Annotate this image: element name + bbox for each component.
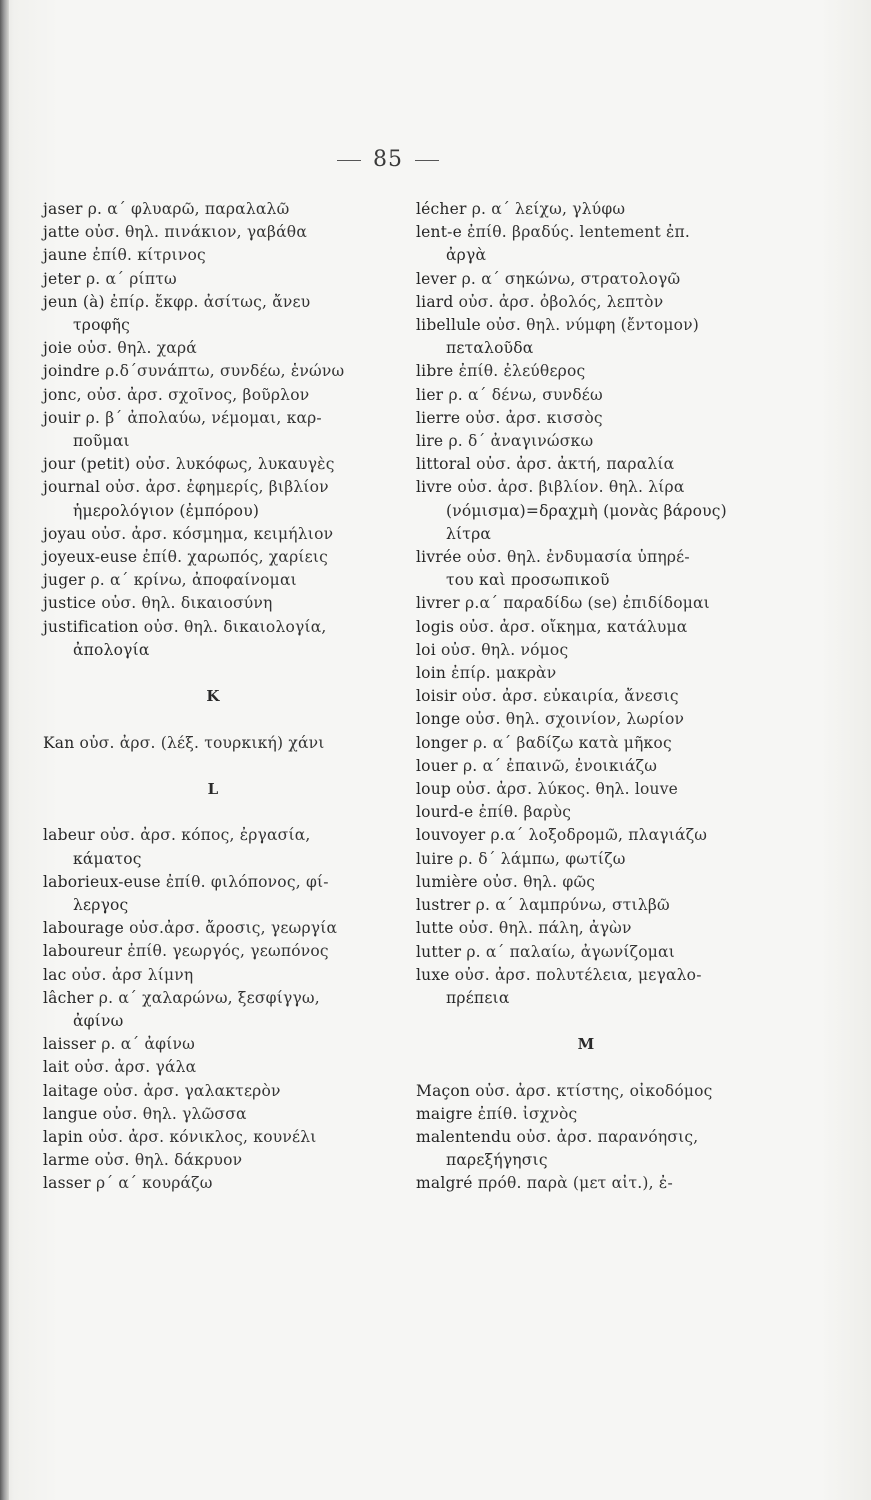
dictionary-entry: [416, 871, 756, 894]
entry-definition: ρ.α΄ παραδίδω (se) ἐπιδίδομαι: [465, 594, 710, 613]
entry-headword: liard: [416, 292, 454, 311]
dictionary-entry: [416, 917, 756, 940]
entry-definition: οὐσ. θηλ. φῶς: [482, 872, 596, 891]
entry-headword: Kan: [43, 733, 75, 752]
entry-continuation: (νόμισμα)=δραχμὴ (μονὰς βάρους): [446, 501, 727, 520]
entry-headword: laborieux-euse: [43, 872, 161, 891]
dictionary-entry: [416, 268, 756, 291]
entry-definition: οὐσ. ἀρσ. οἴκημα, κατάλυμα: [459, 617, 688, 636]
entry-headword: Maçon: [416, 1081, 471, 1100]
dictionary-entry: [43, 384, 383, 407]
entry-headword: lasser: [43, 1174, 91, 1193]
dictionary-entry: [43, 1033, 383, 1056]
entry-definition: ρ. α΄ κρίνω, ἀποφαίνομαι: [90, 571, 297, 590]
entry-definition: ἐπίθ. χαρωπός, χαρίεις: [142, 548, 329, 567]
dictionary-entry: [43, 360, 383, 383]
section-letter-heading: L: [207, 780, 219, 799]
dictionary-entry: [43, 291, 383, 314]
dictionary-entry: [416, 801, 756, 824]
dictionary-entry: [43, 732, 383, 755]
entry-headword: lent-e: [416, 223, 462, 242]
entry-headword: journal: [43, 478, 101, 497]
dictionary-entry: [43, 1056, 383, 1079]
entry-headword: malgré: [416, 1174, 473, 1193]
entry-definition: ἐπίρ. μακρὰν: [451, 664, 557, 683]
entry-headword: jouir: [43, 408, 81, 427]
entry-headword: maigre: [416, 1104, 473, 1123]
entry-headword: lait: [43, 1058, 70, 1077]
entry-headword: justice: [43, 594, 97, 613]
entry-definition: ρ. α΄ φλυαρῶ, παραλαλῶ: [87, 200, 290, 218]
entry-definition: οὐσ. ἀρσ. παρανόησις,: [516, 1128, 699, 1147]
entry-definition: οὐσ. ἀρσ. ἀκτή, παραλία: [476, 455, 675, 474]
entry-definition: οὐσ. ἀρσ. γάλα: [74, 1058, 197, 1077]
spacer: [43, 755, 383, 778]
entry-headword: lustrer: [416, 896, 471, 915]
left-column: [43, 198, 383, 1196]
dictionary-entry: [43, 1080, 383, 1103]
dictionary-entry: [416, 616, 756, 639]
entry-definition: οὐσ. θηλ. δικαιολογία,: [143, 617, 327, 636]
entry-headword: larme: [43, 1151, 90, 1170]
entry-definition: οὐσ. θηλ. πινάκιον, γαβάθα: [84, 223, 307, 242]
entry-headword: lierre: [416, 408, 461, 427]
dictionary-entry: [416, 732, 756, 755]
page-number-dash-left: [337, 160, 361, 161]
entry-headword: justification: [43, 617, 139, 636]
entry-headword: laboureur: [43, 942, 123, 961]
entry-continuation: ἀργὰ: [446, 246, 487, 265]
entry-headword: jaune: [43, 246, 88, 265]
entry-definition: ρ. α΄ λείχω, γλύφω: [471, 200, 626, 218]
entry-definition: ρ. α΄ ἐπαινῶ, ἐνοικιάζω: [463, 756, 658, 775]
dictionary-entry: [416, 221, 756, 244]
entry-headword: loi: [416, 640, 436, 659]
entry-definition: ἐπίθ. γεωργός, γεωπόνος: [127, 942, 329, 961]
entry-headword: joyau: [43, 524, 87, 543]
dictionary-entry: [43, 453, 383, 476]
dictionary-entry: [416, 407, 756, 430]
entry-headword: langue: [43, 1104, 98, 1123]
entry-definition: ἐπίθ. βραδύς. lentement ἐπ.: [467, 223, 691, 242]
entry-continuation: ἀπολογία: [73, 640, 150, 659]
entry-headword: loin: [416, 664, 447, 683]
dictionary-entry: [416, 592, 756, 615]
dictionary-entry: [43, 1126, 383, 1149]
entry-definition: οὐσ. ἀρσ. κόσμημα, κειμήλιον: [91, 524, 334, 543]
dictionary-entry: [43, 244, 383, 267]
entry-headword: laisser: [43, 1035, 97, 1054]
dictionary-entry: [416, 848, 756, 871]
entry-definition: ρ. δ΄ ἀναγινώσκω: [448, 432, 594, 451]
entry-headword: logis: [416, 617, 455, 636]
entry-headword: labourage: [43, 919, 124, 938]
dictionary-entry: [416, 755, 756, 778]
dictionary-entry: [43, 592, 383, 615]
section-letter-heading: K: [206, 687, 220, 706]
entry-definition: ρ. δ΄ λάμπω, φωτίζω: [458, 849, 626, 868]
entry-definition: ρ.α΄ λοξοδρομῶ, πλαγιάζω: [490, 826, 708, 845]
dictionary-entry: [416, 360, 756, 383]
dictionary-entry: [416, 384, 756, 407]
entry-continuation: του καὶ προσωπικοῦ: [446, 571, 610, 590]
entry-headword: louvoyer: [416, 826, 486, 845]
entry-definition: ρ. α΄ ἀφίνω: [101, 1035, 195, 1054]
entry-definition: ἐπίθ. κίτρινος: [92, 246, 206, 265]
entry-headword: laitage: [43, 1081, 99, 1100]
entry-definition: ρ. α΄ βαδίζω κατὰ μῆκος: [473, 733, 672, 752]
entry-definition: οὐσ. θηλ. πάλη, ἀγὼν: [458, 919, 632, 938]
entry-definition: οὐσ. ἀρσ. σχοῖνος, βοῦρλον: [86, 385, 310, 404]
dictionary-entry: [416, 894, 756, 917]
entry-headword: jatte: [43, 223, 80, 242]
dictionary-entry: [416, 941, 756, 964]
entry-definition: οὐσ. ἀρσ. πολυτέλεια, μεγαλο-: [454, 965, 702, 984]
entry-headword: lâcher: [43, 988, 94, 1007]
entry-headword: loisir: [416, 687, 457, 706]
entry-definition: ρ΄ α΄ κουράζω: [96, 1174, 213, 1193]
entry-continuation: λίτρα: [446, 524, 492, 543]
dictionary-entry: [43, 1149, 383, 1172]
dictionary-entry: [416, 430, 756, 453]
dictionary-entry: [43, 476, 383, 499]
entry-headword: labeur: [43, 826, 95, 845]
dictionary-entry: [43, 987, 383, 1010]
entry-continuation: ἀφίνω: [73, 1012, 124, 1031]
dictionary-entry: [43, 1172, 383, 1195]
entry-definition: οὐσ. θηλ. ἐνδυμασία ὑπηρέ-: [466, 548, 690, 567]
entry-definition: οὐσ. θηλ. σχοινίον, λωρίον: [465, 710, 685, 729]
dictionary-entry: [416, 546, 756, 569]
entry-definition: οὐσ.ἀρσ. ἄροσις, γεωργία: [129, 919, 338, 938]
entry-headword: joindre: [43, 362, 100, 381]
dictionary-entry: [416, 964, 756, 987]
entry-headword: lever: [416, 269, 457, 288]
entry-headword: lécher: [416, 200, 467, 218]
entry-definition: οὐσ. ἀρσ. λύκος. θηλ. louve: [456, 780, 679, 799]
entry-definition: ἐπίθ. ἰσχνὸς: [477, 1104, 578, 1123]
entry-headword: joie: [43, 339, 73, 358]
dictionary-entry: [43, 407, 383, 430]
entry-definition: οὐσ. ἀρσ. κισσὸς: [465, 408, 603, 427]
dictionary-entry: [416, 291, 756, 314]
dictionary-entry: [416, 453, 756, 476]
entry-headword: lourd-e: [416, 803, 474, 822]
entry-headword: jour (petit): [43, 455, 131, 474]
entry-definition: ἐπίρ. ἔκφρ. ἀσίτως, ἄνευ: [109, 292, 311, 311]
entry-headword: libellule: [416, 316, 481, 335]
dictionary-entry: [43, 964, 383, 987]
entry-definition: ρ. α΄ παλαίω, ἀγωνίζομαι: [466, 942, 675, 961]
spacer: [43, 801, 383, 824]
entry-headword: jeter: [43, 269, 81, 288]
dictionary-entry: [416, 476, 756, 499]
entry-headword: jeun (à): [43, 292, 105, 311]
entry-definition: οὐσ. θηλ. γλῶσσα: [102, 1104, 247, 1123]
entry-definition: ρ. α΄ δένω, συνδέω: [448, 385, 603, 404]
section-letter-heading: M: [577, 1035, 595, 1054]
right-column: [416, 198, 756, 1196]
entry-definition: οὐσ. ἀρσ. εὐκαιρία, ἄνεσις: [461, 687, 679, 706]
spacer: [416, 1010, 756, 1033]
entry-continuation: λεργος: [73, 896, 129, 914]
dictionary-entry: [416, 1172, 756, 1195]
entry-headword: joyeux-euse: [43, 548, 138, 567]
entry-headword: libre: [416, 362, 454, 381]
entry-definition: ρ. β΄ ἀπολαύω, νέμομαι, καρ-: [85, 408, 322, 427]
dictionary-entry: [43, 198, 383, 221]
entry-headword: jaser: [43, 200, 83, 218]
dictionary-entry: [43, 616, 383, 639]
entry-headword: malentendu: [416, 1128, 512, 1147]
page-number-value: 85: [373, 147, 403, 172]
dictionary-entry: [43, 871, 383, 894]
entry-definition: οὐσ. ἀρσ. (λέξ. τουρκική) χάνι: [79, 733, 325, 752]
book-binding-edge: [0, 0, 9, 1500]
entry-headword: lire: [416, 432, 444, 451]
entry-headword: littoral: [416, 455, 471, 474]
spacer: [416, 1056, 756, 1079]
entry-definition: ρ. α΄ σηκώνω, στρατολογῶ: [461, 269, 681, 288]
entry-continuation: κάματος: [73, 849, 142, 868]
entry-continuation: πεταλοῦδα: [446, 339, 534, 358]
dictionary-entry: [416, 198, 756, 221]
entry-headword: lac: [43, 965, 67, 984]
entry-definition: οὐσ. θηλ. νόμος: [441, 640, 569, 659]
entry-definition: πρόθ. παρὰ (μετ αἰτ.), ἐ-: [477, 1174, 673, 1193]
spacer: [43, 662, 383, 685]
entry-definition: ἐπίθ. βαρὺς: [478, 803, 572, 822]
entry-headword: lutter: [416, 942, 462, 961]
dictionary-entry: [43, 569, 383, 592]
entry-headword: livrer: [416, 594, 460, 613]
entry-definition: οὐσ. ἀρσ. κτίστης, οἰκοδόμος: [475, 1081, 713, 1100]
entry-definition: οὐσ. θηλ. δάκρυον: [94, 1151, 243, 1170]
dictionary-entry: [43, 268, 383, 291]
dictionary-entry: [43, 523, 383, 546]
dictionary-entry: [43, 824, 383, 847]
entry-definition: οὐσ. λυκόφως, λυκαυγὲς: [135, 455, 335, 474]
entry-headword: lutte: [416, 919, 454, 938]
entry-definition: ἐπίθ. φιλόπονος, φί-: [165, 872, 329, 891]
dictionary-entry: [416, 824, 756, 847]
dictionary-entry: [43, 940, 383, 963]
entry-headword: juger: [43, 571, 86, 590]
entry-headword: livrée: [416, 548, 462, 567]
dictionary-entry: [416, 708, 756, 731]
spacer: [43, 708, 383, 731]
entry-continuation: παρεξήγησις: [446, 1151, 548, 1170]
entry-headword: lapin: [43, 1128, 84, 1147]
dictionary-entry: [416, 1126, 756, 1149]
entry-continuation: τροφῆς: [73, 316, 131, 335]
entry-headword: jonc,: [43, 385, 82, 404]
entry-headword: louer: [416, 756, 458, 775]
entry-headword: lumière: [416, 872, 478, 891]
entry-headword: luire: [416, 849, 454, 868]
entry-definition: οὐσ. ἀρσ. βιβλίον. θηλ. λίρα: [457, 478, 685, 497]
entry-definition: οὐσ. ἀρσ. γαλακτερὸν: [103, 1081, 281, 1100]
dictionary-entry: [43, 337, 383, 360]
entry-definition: οὐσ. ἀρσ λίμνη: [71, 965, 194, 984]
entry-continuation: πρέπεια: [446, 988, 510, 1007]
entry-definition: οὐσ. ἀρσ. κόπος, ἐργασία,: [100, 826, 311, 845]
entry-headword: livre: [416, 478, 453, 497]
entry-definition: οὐσ. θηλ. νύμφη (ἔντομον): [485, 316, 700, 335]
entry-headword: luxe: [416, 965, 450, 984]
entry-definition: οὐσ. θηλ. δικαιοσύνη: [101, 594, 273, 613]
entry-headword: loup: [416, 780, 451, 799]
entry-definition: ρ.δ΄συνάπτω, συνδέω, ἑνώνω: [105, 362, 345, 381]
entry-headword: longer: [416, 733, 468, 752]
dictionary-entry: [43, 1103, 383, 1126]
entry-definition: οὐσ. ἀρσ. ἐφημερίς, βιβλίον: [105, 478, 329, 497]
entry-headword: lier: [416, 385, 444, 404]
entry-continuation: ἡμερολόγιον (ἐμπόρου): [73, 501, 260, 520]
dictionary-entry: [43, 546, 383, 569]
dictionary-entry: [43, 221, 383, 244]
dictionary-entry: [416, 639, 756, 662]
dictionary-entry: [416, 1103, 756, 1126]
entry-definition: οὐσ. ἀρσ. ὀβολός, λεπτὸν: [458, 292, 664, 311]
entry-headword: longe: [416, 710, 461, 729]
entry-definition: ρ. α΄ ρίπτω: [85, 269, 177, 288]
dictionary-entry: [43, 917, 383, 940]
entry-definition: ρ. α΄ χαλαρώνω, ξεσφίγγω,: [98, 988, 320, 1007]
entry-continuation: ποῦμαι: [73, 432, 130, 451]
dictionary-entry: [416, 778, 756, 801]
dictionary-entry: [416, 685, 756, 708]
dictionary-entry: [416, 662, 756, 685]
entry-definition: οὐσ. θηλ. χαρά: [77, 339, 197, 358]
entry-definition: οὐσ. ἀρσ. κόνικλος, κουνέλι: [88, 1128, 317, 1147]
entry-definition: ἐπίθ. ἐλεύθερος: [458, 362, 586, 381]
page-number-dash-right: [415, 160, 439, 161]
page-number: [0, 147, 776, 172]
entry-definition: ρ. α΄ λαμπρύνω, στιλβῶ: [475, 896, 670, 915]
dictionary-entry: [416, 1080, 756, 1103]
dictionary-entry: [416, 314, 756, 337]
